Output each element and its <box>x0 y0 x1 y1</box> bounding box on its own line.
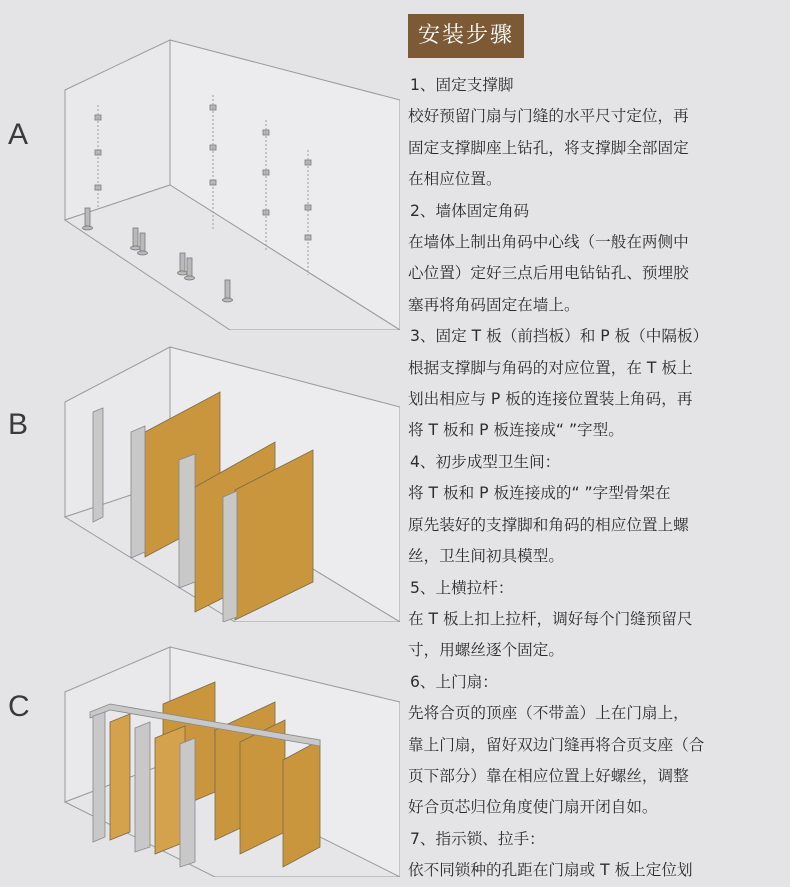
section-title: 安装步骤 <box>408 14 524 58</box>
step-1-text-line: 在相应位置。 <box>408 170 502 189</box>
step-2-text-line: 塞再将角码固定在墙上。 <box>408 295 580 314</box>
step-5-text-line: 在 T 板上扣上拉杆，调好每个门缝预留尺 <box>408 609 693 628</box>
step-1-text-line: 固定支撑脚座上钻孔，将支撑脚全部固定 <box>408 138 689 157</box>
install-steps <box>408 70 780 887</box>
step-6-text-line: 页下部分）靠在相应位置上好螺丝，调整 <box>408 766 689 785</box>
step-3-text-line: 划出相应与 P 板的连接位置装上角码，再 <box>408 390 693 409</box>
step-2-heading: 2、墙体固定角码 <box>410 201 530 220</box>
step-4-text-line: 原先装好的支撑脚和角码的相应位置上螺 <box>408 515 689 534</box>
step-label-c: C <box>8 690 30 723</box>
step-4-text-line: 丝，卫生间初具模型。 <box>408 547 564 566</box>
step-2-text-line: 心位置）定好三点后用电钻钻孔、预埋胶 <box>408 264 689 283</box>
step-label-b: B <box>8 408 29 441</box>
step-3-heading: 3、固定 T 板（前挡板）和 P 板（中隔板） <box>410 327 709 346</box>
step-6-text-line: 靠上门扇，留好双边门缝再将合页支座（合 <box>408 735 705 754</box>
step-3-text-line: 将 T 板和 P 板连接成“ ”字型。 <box>408 421 624 440</box>
step-4-text-line: 将 T 板和 P 板连接成的“ ”字型骨架在 <box>408 484 671 503</box>
step-5-heading: 5、上横拉杆： <box>410 578 514 597</box>
illustration-a <box>55 30 400 330</box>
illustration-b <box>55 342 400 622</box>
step-7-heading: 7、指示锁、拉手： <box>410 829 545 848</box>
step-6-text-line: 先将合页的顶座（不带盖）上在门扇上， <box>408 704 689 723</box>
step-6-heading: 6、上门扇： <box>410 672 498 691</box>
step-1-heading: 1、固定支撑脚 <box>410 76 514 94</box>
step-4-heading: 4、初步成型卫生间： <box>410 452 561 471</box>
step-label-a: A <box>8 118 29 151</box>
step-3-text-line: 根据支撑脚与角码的对应位置，在 T 板上 <box>408 358 693 377</box>
step-1-text-line: 校好预留门扇与门缝的水平尺寸定位，再 <box>408 107 689 126</box>
step-2-text-line: 在墙体上制出角码中心线（一般在两侧中 <box>408 233 689 252</box>
step-5-text-line: 寸，用螺丝逐个固定。 <box>408 641 564 660</box>
step-6-text-line: 好合页芯归位角度使门扇开闭自如。 <box>408 798 658 817</box>
step-7-text-line: 依不同锁种的孔距在门扇或 T 板上定位划 <box>408 861 693 880</box>
illustration-c <box>55 642 400 877</box>
